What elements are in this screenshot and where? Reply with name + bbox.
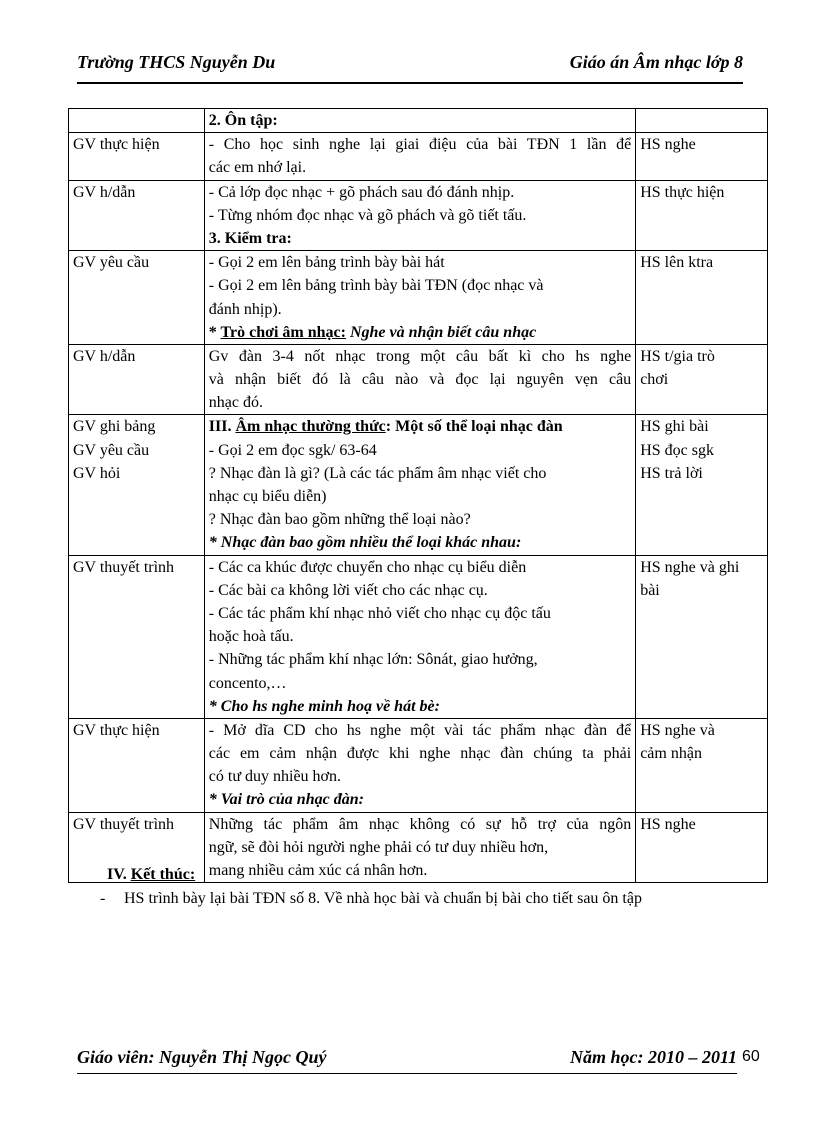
page-number: 60 — [742, 1048, 760, 1065]
cell-line: concento,… — [208, 674, 287, 692]
cell-line: HS nghe — [640, 136, 696, 154]
cell-line: bài — [640, 581, 660, 599]
cell-line: nhạc đó. — [208, 394, 263, 412]
teacher-cell — [69, 109, 205, 133]
content-cell — [204, 555, 635, 718]
cell-line: ngữ, sẽ đòi hỏi người nghe phải có tư duy nhiều hơn, — [208, 838, 549, 856]
ending-item-text: HS trình bày lại bài TĐN số 8. Về nhà học bài và chuẩn bị bài cho tiết sau ôn tập — [124, 890, 642, 907]
cell-line: - Gọi 2 em đọc sgk/ 63-64 — [208, 441, 377, 459]
cell-line: và nhận biết đó là câu nào và đọc lại nguyên vẹn câu — [208, 371, 632, 389]
cell-line: ? Nhạc đàn bao gồm những thể loại nào? — [208, 511, 471, 529]
text-run: III. — [208, 418, 236, 436]
student-cell — [636, 133, 768, 180]
text-run: Nghe và nhận biết câu nhạc — [345, 323, 537, 341]
cell-line: chơi — [640, 371, 669, 389]
cell-line: Những tác phẩm âm nhạc không có sự hỗ trợ của ngôn — [208, 815, 632, 833]
teacher-cell — [69, 180, 205, 251]
cell-line: GV yêu cầu — [73, 254, 150, 272]
cell-line: * Cho hs nghe minh hoạ về hát bè: — [208, 697, 440, 715]
content-cell — [204, 251, 635, 345]
cell-line: - Cho học sinh nghe lại giai điệu của bài TĐN 1 lần để — [208, 136, 632, 154]
content-cell — [204, 812, 635, 883]
cell-line — [73, 109, 200, 132]
content-cell — [204, 109, 635, 133]
teacher-cell — [69, 133, 205, 180]
school-name: Trường THCS Nguyễn Du — [77, 52, 276, 72]
student-cell — [636, 415, 768, 555]
cell-line: - Mở dĩa CD cho hs nghe một vài tác phẩm nhạc đàn để — [208, 721, 632, 739]
cell-line: các em nhớ lại. — [208, 159, 307, 177]
table-row — [69, 718, 768, 812]
content-cell — [204, 180, 635, 251]
table-row — [69, 415, 768, 555]
table-row — [69, 180, 768, 251]
cell-line — [209, 415, 631, 438]
cell-line: - Gọi 2 em lên bảng trình bày bài hát — [208, 254, 445, 272]
cell-line: * Vai trò của nhạc đàn: — [208, 791, 364, 809]
student-cell — [636, 718, 768, 812]
lesson-table — [68, 108, 768, 883]
ending-title: Kết thúc: — [130, 866, 196, 883]
content-cell — [204, 344, 635, 415]
teacher-cell — [69, 555, 205, 718]
cell-line: - Cả lớp đọc nhạc + gõ phách sau đó đánh nhịp. — [208, 183, 515, 201]
cell-line: - Các tác phẩm khí nhạc nhỏ viết cho nhạc cụ độc tấu — [208, 604, 551, 622]
cell-line: đánh nhịp). — [208, 300, 282, 318]
cell-line: HS đọc sgk — [640, 441, 714, 459]
cell-line: HS ghi bài — [640, 418, 709, 436]
content-cell — [204, 415, 635, 555]
cell-line: 3. Kiểm tra: — [208, 229, 292, 247]
page-footer — [77, 1047, 737, 1074]
teacher-cell — [69, 718, 205, 812]
cell-line: - Từng nhóm đọc nhạc và gõ phách và gõ tiết tấu. — [208, 206, 527, 224]
table-row — [69, 109, 768, 133]
student-cell — [636, 180, 768, 251]
teacher-cell — [69, 344, 205, 415]
ending-prefix: IV. — [107, 866, 131, 883]
student-cell — [636, 555, 768, 718]
cell-line: GV thực hiện — [73, 721, 160, 739]
cell-line: HS thực hiện — [640, 183, 725, 201]
cell-line: HS trả lời — [640, 464, 703, 482]
cell-line: nhạc cụ biểu diễn) — [208, 488, 327, 505]
cell-line: ? Nhạc đàn là gì? (Là các tác phẩm âm nhạc viết cho — [208, 464, 547, 482]
cell-line: HS lên ktra — [640, 254, 714, 272]
content-cell — [204, 718, 635, 812]
cell-line: - Gọi 2 em lên bảng trình bày bài TĐN (đọc nhạc và — [208, 277, 544, 295]
ending-item-dash: - — [100, 890, 106, 907]
student-cell — [636, 812, 768, 883]
cell-line: GV h/dẫn — [73, 347, 136, 365]
cell-line: * Nhạc đàn bao gồm nhiều thể loại khác nhau: — [208, 534, 522, 552]
cell-line: hoặc hoà tấu. — [208, 628, 294, 646]
cell-line: HS nghe và — [640, 721, 715, 739]
teacher-cell — [69, 251, 205, 345]
cell-line: HS nghe và ghi — [640, 558, 740, 576]
ending-item — [100, 887, 642, 910]
cell-line: GV thuyết trình — [73, 815, 175, 833]
teacher-cell — [69, 415, 205, 555]
student-cell — [636, 344, 768, 415]
cell-line: GV thuyết trình — [73, 558, 175, 576]
lesson-table-body — [69, 109, 768, 883]
cell-line: GV thực hiện — [73, 136, 160, 154]
cell-line: GV h/dẫn — [73, 183, 136, 201]
student-cell — [636, 251, 768, 345]
cell-line: - Các bài ca không lời viết cho các nhạc cụ. — [208, 581, 488, 599]
cell-line: có tư duy nhiều hơn. — [208, 768, 342, 786]
subject-title: Giáo án Âm nhạc lớp 8 — [569, 52, 743, 72]
cell-line: các em cảm nhận được khi nghe nhạc đàn chúng ta phải — [208, 745, 632, 763]
cell-line: GV yêu cầu — [73, 441, 150, 459]
cell-line — [640, 109, 763, 132]
text-run: Âm nhạc thường thức — [235, 418, 386, 436]
cell-line: cảm nhận — [640, 745, 702, 763]
cell-line: GV ghi bảng — [73, 418, 156, 436]
content-cell — [204, 133, 635, 180]
table-row — [69, 344, 768, 415]
student-cell — [636, 109, 768, 133]
cell-line: - Những tác phẩm khí nhạc lớn: Sônát, giao hưởng, — [208, 651, 538, 669]
teacher-name: Giáo viên: Nguyễn Thị Ngọc Quý — [77, 1047, 327, 1067]
cell-line: HS nghe — [640, 815, 696, 833]
text-run: : Một số thể loại nhạc đàn — [385, 418, 563, 436]
cell-line: 2. Ôn tập: — [208, 112, 278, 129]
cell-line: mang nhiều cảm xúc cá nhân hơn. — [208, 862, 428, 879]
text-run: Trò chơi âm nhạc: — [220, 323, 346, 341]
cell-line — [209, 321, 631, 344]
cell-line: Gv đàn 3-4 nốt nhạc trong một câu bất kì cho hs nghe — [208, 347, 632, 365]
page-header — [77, 52, 743, 84]
cell-line: GV hỏi — [73, 464, 121, 482]
cell-line: HS t/gia trò — [640, 347, 715, 365]
table-row — [69, 251, 768, 345]
text-run: * — [208, 323, 221, 341]
school-year: Năm học: 2010 – 2011 — [569, 1047, 737, 1067]
cell-line: - Các ca khúc được chuyển cho nhạc cụ biểu diễn — [208, 558, 527, 576]
table-row — [69, 555, 768, 718]
table-row — [69, 133, 768, 180]
